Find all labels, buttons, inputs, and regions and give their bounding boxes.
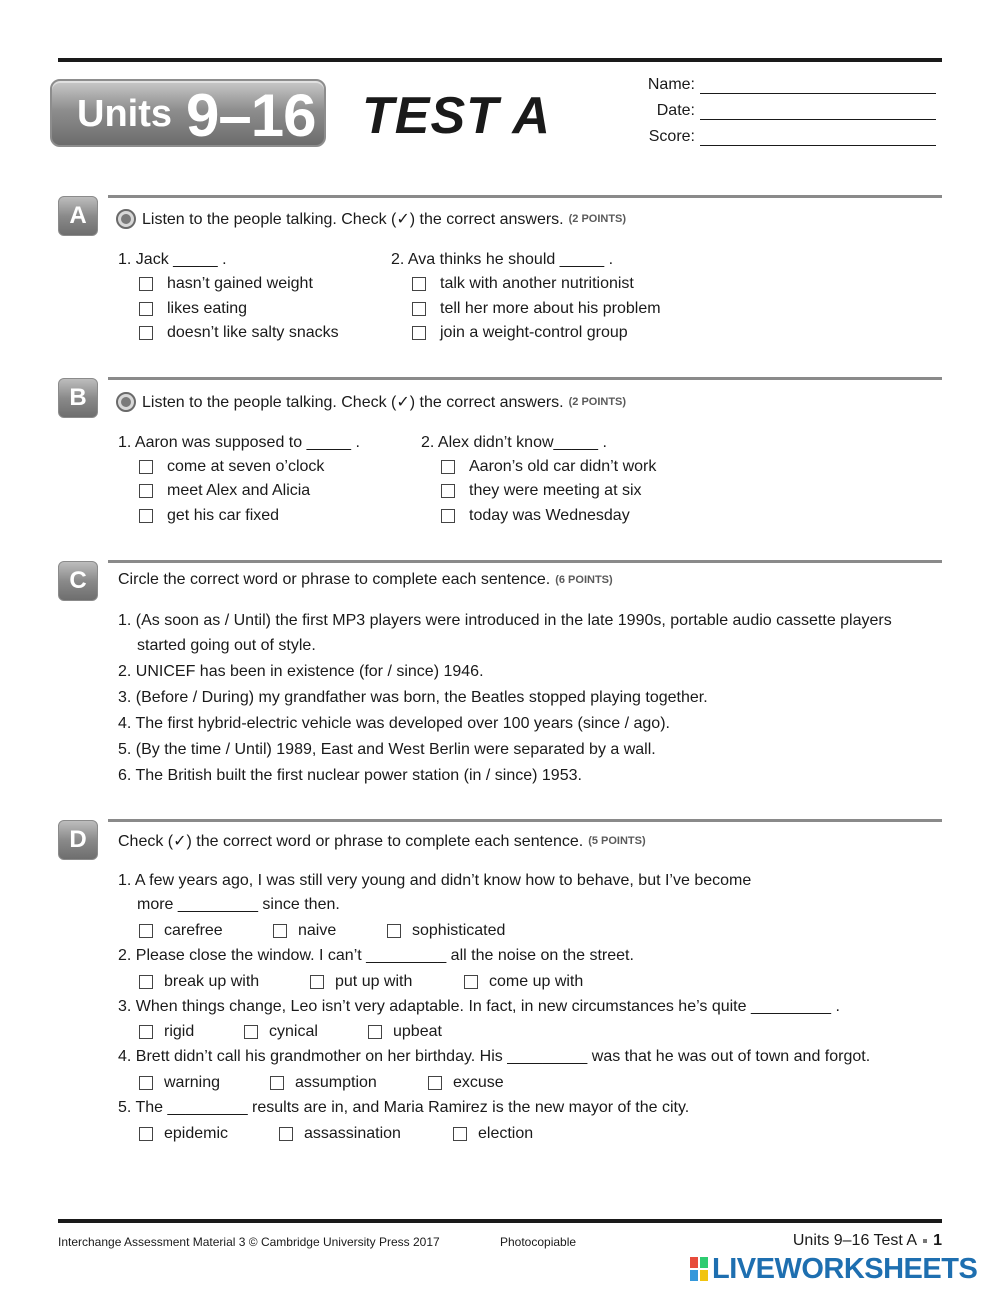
section-d-item-2-option[interactable]	[139, 973, 259, 991]
option-label: election	[478, 1125, 534, 1142]
section-b-q1: 1. Aaron was supposed to _____ .	[118, 434, 360, 451]
section-d-instruction-text: Check (✓) the correct word or phrase to complete each sentence.	[118, 833, 584, 850]
section-d-item-5-option[interactable]	[139, 1125, 228, 1143]
section-c-badge: C	[58, 561, 98, 601]
name-line[interactable]	[700, 93, 936, 94]
section-d-item-3-option[interactable]	[368, 1023, 442, 1041]
option-label: they were meeting at six	[469, 482, 642, 499]
checkbox[interactable]	[441, 509, 455, 523]
section-b-badge: B	[58, 378, 98, 418]
option-label: get his car fixed	[167, 507, 280, 524]
checkbox[interactable]	[139, 509, 153, 523]
section-d-item-2: 2. Please close the window. I can’t _________ all the noise on the street.	[118, 947, 634, 964]
section-a-points: (2 POINTS)	[568, 213, 627, 225]
option-label: come at seven o’clock	[167, 458, 325, 475]
footer-photocopiable: Photocopiable	[500, 1235, 577, 1249]
checkbox[interactable]	[244, 1025, 258, 1039]
section-d-item-3-option[interactable]	[139, 1023, 194, 1041]
checkbox[interactable]	[412, 302, 426, 316]
option-label: join a weight-control group	[440, 324, 628, 341]
option-label: hasn’t gained weight	[167, 275, 313, 292]
section-d-rule	[108, 819, 942, 822]
section-d-item-1-option[interactable]	[273, 922, 336, 940]
checkbox[interactable]	[139, 924, 153, 938]
checkbox[interactable]	[139, 1025, 153, 1039]
logo-tile	[700, 1270, 708, 1281]
checkbox[interactable]	[441, 484, 455, 498]
section-b-rule	[108, 377, 942, 380]
liveworksheets-logo-icon	[690, 1257, 708, 1281]
checkbox[interactable]	[139, 484, 153, 498]
section-b-q2-option[interactable]	[441, 482, 642, 500]
option-label: sophisticated	[412, 922, 506, 939]
option-label: today was Wednesday	[469, 507, 630, 524]
checkbox[interactable]	[368, 1025, 382, 1039]
logo-tile	[690, 1270, 698, 1281]
option-label: come up with	[489, 973, 584, 990]
option-label: naive	[298, 922, 337, 939]
section-d-instruction	[118, 831, 646, 851]
section-a-q1-option[interactable]	[139, 300, 247, 318]
footer-page-info	[793, 1232, 942, 1250]
section-d-item-4-option[interactable]	[139, 1074, 220, 1092]
footer-copyright: Interchange Assessment Material 3 © Cambridge University Press 2017	[58, 1235, 440, 1249]
name-field[interactable]	[600, 74, 940, 96]
section-d-item-4: 4. Brett didn’t call his grandmother on her birthday. His _________ was that he was out of town and forgot.	[118, 1048, 871, 1065]
section-d-item-1-option[interactable]	[387, 922, 505, 940]
score-line[interactable]	[700, 145, 936, 146]
section-a-instruction	[116, 209, 626, 229]
audio-play-icon[interactable]	[116, 209, 136, 229]
section-a-q1-option[interactable]	[139, 275, 313, 293]
section-a-q2-option[interactable]	[412, 300, 661, 318]
checkbox[interactable]	[139, 302, 153, 316]
date-line[interactable]	[700, 119, 936, 120]
section-c-instruction-text: Circle the correct word or phrase to complete each sentence.	[118, 571, 551, 588]
checkbox[interactable]	[428, 1076, 442, 1090]
checkbox[interactable]	[139, 326, 153, 340]
section-c-instruction	[118, 571, 613, 589]
section-d-item-3-option[interactable]	[244, 1023, 318, 1041]
liveworksheets-watermark	[690, 1252, 977, 1286]
top-rule	[58, 58, 942, 62]
section-d-item-2-option[interactable]	[310, 973, 412, 991]
section-c-item-1: 1. (As soon as / Until) the first MP3 players were introduced in the late 1990s, portable audio cassette players	[118, 612, 892, 629]
option-label: assassination	[304, 1125, 401, 1142]
option-label: excuse	[453, 1074, 504, 1091]
section-d-item-1-cont: more _________ since then.	[137, 896, 340, 913]
logo-tile	[700, 1257, 708, 1268]
checkbox[interactable]	[270, 1076, 284, 1090]
section-d-badge: D	[58, 820, 98, 860]
checkbox[interactable]	[139, 975, 153, 989]
section-a-q1: 1. Jack _____ .	[118, 251, 227, 268]
section-b-q2-option[interactable]	[441, 507, 630, 525]
option-label: carefree	[164, 922, 223, 939]
option-label: put up with	[335, 973, 413, 990]
section-b-q2-option[interactable]	[441, 458, 656, 476]
section-c-item-6: 6. The British built the first nuclear power station (in / since) 1953.	[118, 767, 582, 784]
option-label: talk with another nutritionist	[440, 275, 634, 292]
section-b-instruction	[116, 392, 626, 412]
footer-unit-label: Units 9–16 Test A	[792, 1232, 918, 1249]
audio-play-icon[interactable]	[116, 392, 136, 412]
section-c-item-1-cont: started going out of style.	[137, 637, 316, 654]
checkbox[interactable]	[139, 460, 153, 474]
section-c-item-4: 4. The first hybrid-electric vehicle was developed over 100 years (since / ago).	[118, 715, 670, 732]
section-a-q2-option[interactable]	[412, 324, 628, 342]
liveworksheets-brand: LIVEWORKSHEETS	[712, 1252, 978, 1285]
checkbox[interactable]	[310, 975, 324, 989]
option-label: tell her more about his problem	[440, 300, 661, 317]
score-field[interactable]	[600, 126, 940, 148]
units-number: 9–16	[186, 82, 316, 149]
section-b-q1-option[interactable]	[139, 458, 324, 476]
option-label: rigid	[164, 1023, 195, 1040]
checkbox[interactable]	[453, 1127, 467, 1141]
section-b-points: (2 POINTS)	[568, 396, 627, 408]
option-label: doesn’t like salty snacks	[167, 324, 339, 341]
section-d-item-4-option[interactable]	[270, 1074, 377, 1092]
units-badge	[50, 79, 326, 147]
option-label: Aaron’s old car didn’t work	[469, 458, 657, 475]
section-c-item-3: 3. (Before / During) my grandfather was born, the Beatles stopped playing together.	[118, 689, 708, 706]
date-label: Date:	[656, 102, 695, 119]
section-d-item-5: 5. The _________ results are in, and Maria Ramirez is the new mayor of the city.	[118, 1099, 690, 1116]
date-field[interactable]	[600, 100, 940, 122]
checkbox[interactable]	[441, 460, 455, 474]
checkbox[interactable]	[139, 277, 153, 291]
section-d-item-5-option[interactable]	[279, 1125, 401, 1143]
section-d-item-1: 1. A few years ago, I was still very young and didn’t know how to behave, but I’ve become	[118, 872, 752, 889]
option-label: warning	[164, 1074, 221, 1091]
section-a-badge: A	[58, 196, 98, 236]
section-b-instruction-text: Listen to the people talking. Check (✓) the correct answers.	[142, 394, 564, 411]
option-label: likes eating	[167, 300, 248, 317]
option-label: epidemic	[164, 1125, 229, 1142]
section-b-q1-option[interactable]	[139, 507, 279, 525]
checkbox[interactable]	[139, 1127, 153, 1141]
section-d-item-3: 3. When things change, Leo isn’t very adaptable. In fact, in new circumstances he’s quite _________ .	[118, 998, 840, 1015]
checkbox[interactable]	[273, 924, 287, 938]
section-d-points: (5 POINTS)	[588, 835, 646, 847]
section-a-q2-option[interactable]	[412, 275, 634, 293]
test-title: TEST A	[362, 87, 551, 145]
logo-tile	[690, 1257, 698, 1268]
checkbox[interactable]	[139, 1076, 153, 1090]
section-d-item-2-option[interactable]	[464, 973, 583, 991]
units-word: Units	[77, 93, 172, 135]
section-b-q2: 2. Alex didn’t know_____ .	[421, 434, 607, 451]
section-a-q2: 2. Ava thinks he should _____ .	[391, 251, 614, 268]
option-label: meet Alex and Alicia	[167, 482, 311, 499]
checkbox[interactable]	[412, 277, 426, 291]
separator-dot	[923, 1239, 927, 1243]
page-number: 1	[933, 1232, 942, 1249]
section-b-q1-option[interactable]	[139, 482, 310, 500]
section-a-instruction-text: Listen to the people talking. Check (✓) the correct answers.	[142, 211, 564, 228]
checkbox[interactable]	[412, 326, 426, 340]
name-label: Name:	[647, 76, 695, 93]
section-d-item-4-option[interactable]	[428, 1074, 504, 1092]
section-d-item-5-option[interactable]	[453, 1125, 533, 1143]
section-a-rule	[108, 195, 942, 198]
section-c-item-5: 5. (By the time / Until) 1989, East and West Berlin were separated by a wall.	[118, 741, 656, 758]
section-d-item-1-option[interactable]	[139, 922, 223, 940]
checkbox[interactable]	[279, 1127, 293, 1141]
checkbox[interactable]	[464, 975, 478, 989]
option-label: break up with	[164, 973, 260, 990]
section-c-rule	[108, 560, 942, 563]
option-label: cynical	[269, 1023, 318, 1040]
section-a-q1-option[interactable]	[139, 324, 339, 342]
bottom-rule	[58, 1219, 942, 1223]
section-c-points: (6 POINTS)	[555, 574, 613, 586]
section-c-item-2: 2. UNICEF has been in existence (for / since) 1946.	[118, 663, 484, 680]
checkbox[interactable]	[387, 924, 401, 938]
option-label: assumption	[295, 1074, 377, 1091]
option-label: upbeat	[393, 1023, 442, 1040]
score-label: Score:	[648, 128, 695, 145]
